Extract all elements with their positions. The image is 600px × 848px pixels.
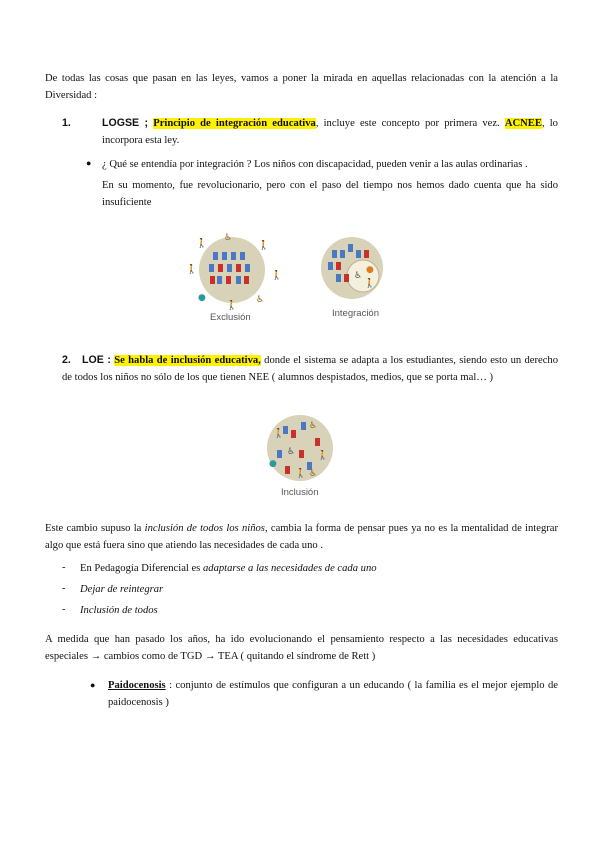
svg-text:🚶: 🚶 — [273, 429, 285, 439]
bullet-1-continuation: En su momento, fue revolucionario, pero con el paso del tiempo nos hemos dado cuenta que ha sido insuficiente — [102, 180, 558, 208]
inclusion-figure — [255, 410, 345, 502]
item-1-mid: , incluye este concepto por primera vez. — [315, 118, 500, 129]
dash-item-1 — [80, 560, 558, 577]
exclusion-integration-figure — [180, 228, 400, 328]
integration-diagram — [321, 237, 383, 319]
svg-text:♿: ♿ — [354, 271, 363, 281]
inclusion-caption: Inclusión — [281, 487, 319, 498]
dash-marker: - — [62, 562, 66, 573]
item-1-highlight: Principio de integración educativa — [153, 118, 316, 129]
svg-text:🚶: 🚶 — [226, 301, 238, 311]
bullet-dot: ● — [86, 158, 92, 168]
svg-text:♿: ♿ — [309, 469, 318, 479]
svg-text:🚶: 🚶 — [196, 239, 208, 249]
dash-marker: - — [62, 604, 66, 615]
item-2-paragraph — [62, 352, 558, 386]
svg-text:🚶: 🚶 — [186, 265, 198, 275]
svg-text:♿: ♿ — [287, 447, 296, 457]
bullet-dot: ● — [90, 680, 96, 690]
acnee-highlight: ACNEE — [504, 118, 542, 129]
item-1-law: LOGSE ; — [102, 117, 149, 129]
dash-item-2: Dejar de reintegrar — [80, 584, 164, 595]
item-2-tail: donde el sistema se adapta a los estudiantes, siendo esto un derecho de todos los niños no sólo de los que tienen NEE ( alumnos despistados, medios, que se porta mal… ) — [62, 355, 559, 383]
item-1-tail: , lo incorpora esta ley. — [102, 118, 558, 146]
paidocenosis-item — [108, 677, 558, 711]
change-pre: Este cambio supuso la — [45, 523, 145, 534]
evolution-paragraph: A medida que han pasado los años, ha ido evolucionando el pensamiento respecto a las necesidades educativas especiales → cambios como de TGD → TEA ( quitando el síndrome de Rett ) — [45, 634, 558, 662]
svg-text:♿: ♿ — [224, 233, 233, 243]
dash-item-3: Inclusión de todos — [80, 605, 158, 616]
dash-1-pre: En Pedagogía Diferencial es — [80, 563, 203, 574]
item-1-number: 1. — [62, 117, 71, 129]
svg-text:♿: ♿ — [309, 421, 318, 431]
item-1-paragraph — [102, 115, 558, 149]
exclusion-caption: Exclusión — [210, 312, 251, 323]
svg-text:●: ● — [198, 293, 206, 303]
svg-text:🚶: 🚶 — [295, 469, 307, 479]
intro-paragraph: De todas las cosas que pasan en las leyes, vamos a poner la mirada en aquellas relacionadas con la atención a la Diversidad : — [45, 73, 558, 101]
svg-text:🚶: 🚶 — [317, 451, 329, 461]
svg-text:♿: ♿ — [256, 295, 265, 305]
dash-marker: - — [62, 583, 66, 594]
item-2-law: LOE : — [82, 354, 111, 366]
svg-text:🚶: 🚶 — [271, 271, 283, 281]
change-italic: inclusión de todos los niños — [144, 523, 265, 534]
svg-text:🚶: 🚶 — [364, 279, 376, 289]
change-paragraph — [45, 520, 558, 554]
item-2-number: 2. — [62, 354, 71, 366]
paidocenosis-term: Paidocenosis — [108, 680, 166, 691]
change-post: , cambia la forma de pensar pues ya no es la mentalidad de integrar algo que está fuera sino que atiendo las necesidades de cada uno . — [45, 523, 558, 551]
svg-text:●: ● — [269, 459, 277, 469]
dash-1-italic: adaptarse a las necesidades de cada uno — [202, 563, 377, 574]
integration-caption: Integración — [332, 308, 380, 319]
exclusion-diagram — [186, 233, 282, 323]
bullet-1-text: ¿ Qué se entendía por integración ? Los niños con discapacidad, pueden venir a las aulas ordinarias . — [102, 159, 528, 170]
svg-text:🚶: 🚶 — [258, 241, 270, 251]
paidocenosis-definition: : conjunto de estímulos que configuran a un educando ( la familia es el mejor ejemplo de paidocenosis ) — [108, 680, 558, 708]
svg-text:●: ● — [366, 265, 374, 275]
item-2-highlight: Se habla de inclusión educativa, — [114, 355, 261, 366]
